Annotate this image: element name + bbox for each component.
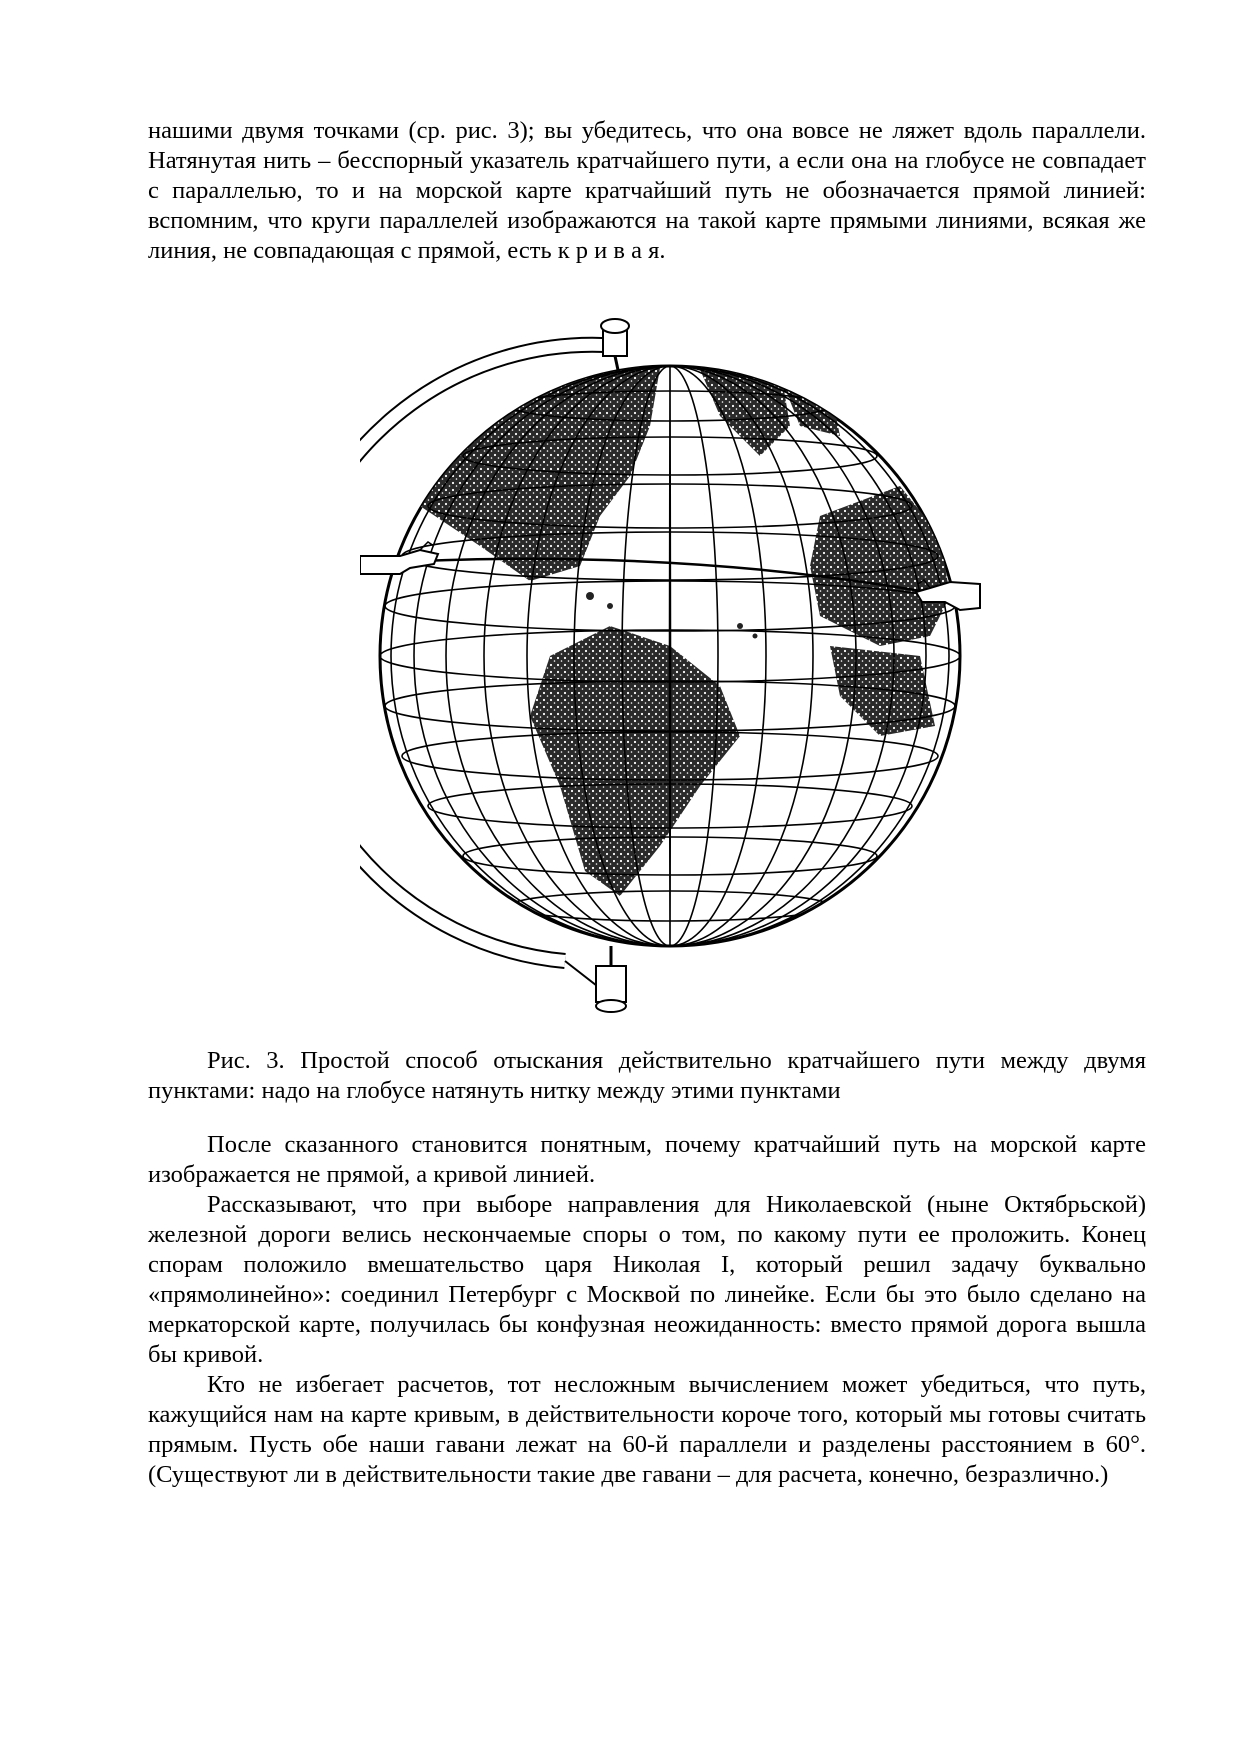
story-paragraph: Рассказывают, что при выборе направления для Николаевской (ныне Октябрьской) железной дороги велись нескончаемые споры о том, по какому пути ее проложить. Конец спорам положило вмешательство царя Николая I, который решил задачу буквально «прямолинейно»: соединил Петербург с Москвой по линейке. Если бы это было сделано на меркаторской карте, получилась бы конфузная неожиданность: вместо прямой дорога вышла бы кривой. [148,1191,1146,1368]
intro-text: нашими двумя точками (ср. рис. 3); вы убедитесь, что она вовсе не ляжет вдоль параллели. Натянутая нить – бесспорный указатель кратчайшего пути, а если она на глобусе не совпадает с параллелью, то и на морской карте кратчайший путь не обозначается прямой линией: вспомним, что круги параллелей изображаются на такой карте прямыми линиями, всякая же линия, не совпадающая с прямой, есть к р и в а я. [148,117,1146,264]
figure-caption [148,1046,1146,1106]
globe-bottom-cap [596,946,626,1012]
caption-text: Рис. 3. Простой способ отыскания действительно кратчайшего пути между двумя пунктами: надо на глобусе натянуть нитку между этими пунктами [148,1047,1146,1104]
globe-illustration [360,306,990,1026]
globe-figure [360,306,990,1026]
intro-paragraph [148,116,1146,266]
globe-top-cap [601,319,629,370]
calc-paragraph: Кто не избегает расчетов, тот несложным вычислением может убедиться, что путь, кажущийся нам на карте кривым, в действительности короче того, который мы готовы считать прямым. Пусть обе наши гавани лежат на 60-й параллели и разделены расстоянием в 60°. (Существуют ли в действительности такие две гавани – для расчета, конечно, безразлично.) [148,1371,1146,1488]
after-paragraph: После сказанного становится понятным, почему кратчайший путь на морской карте изображается не прямой, а кривой линией. [148,1131,1146,1188]
body-paragraphs [148,1130,1146,1490]
